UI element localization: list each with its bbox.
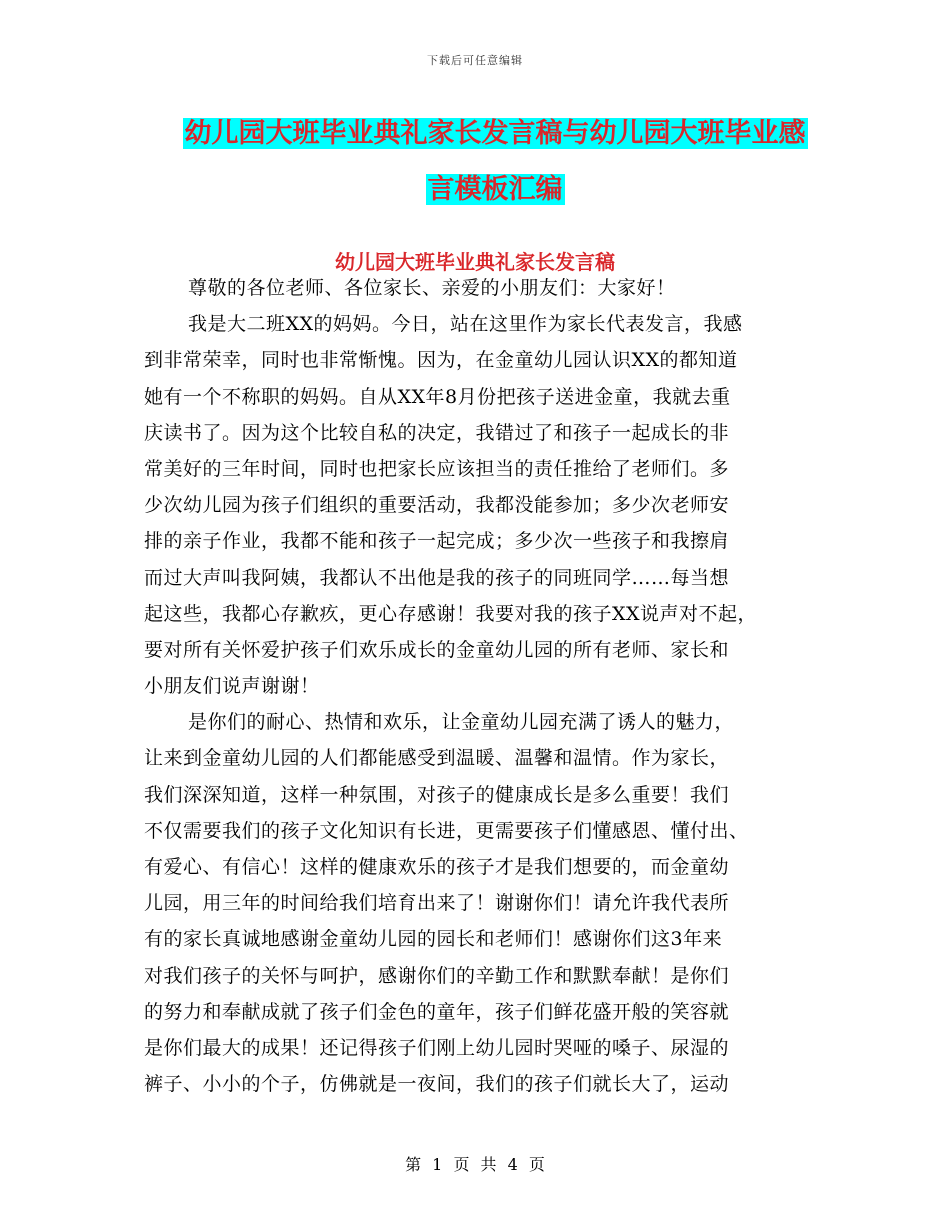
paragraph-line: 我是大二班XX的妈妈。今日，站在这里作为家长代表发言，我感 — [188, 313, 743, 336]
page-header-note: 下载后可任意编辑 — [427, 54, 523, 67]
paragraph-line: 而过大声叫我阿姨，我都认不出他是我的孩子的同班同学……每当想 — [144, 566, 730, 589]
document-title-line-1: 幼儿园大班毕业典礼家长发言稿与幼儿园大班毕业感 — [184, 118, 806, 149]
paragraph-line: 排的亲子作业，我都不能和孩子一起完成；多少次一些孩子和我擦肩 — [144, 530, 730, 553]
paragraph-line: 不仅需要我们的孩子文化知识有长进，更需要孩子们懂感恩、懂付出、 — [144, 819, 749, 842]
paragraph-line: 裤子、小小的个子，仿佛就是一夜间，我们的孩子们就长大了，运动 — [144, 1073, 730, 1096]
paragraph-line: 她有一个不称职的妈妈。自从XX年8月份把孩子送进金童，我就去重 — [144, 385, 731, 408]
page-number-footer: 第 1 页 共 4 页 — [405, 1155, 545, 1174]
paragraph-line: 小朋友们说声谢谢！ — [144, 675, 320, 698]
paragraph-line: 我们深深知道，这样一种氛围，对孩子的健康成长是多么重要！我们 — [144, 783, 730, 806]
document-title — [180, 106, 810, 218]
paragraph-line: 是你们的耐心、热情和欢乐，让金童幼儿园充满了诱人的魅力， — [188, 711, 735, 734]
section-heading: 幼儿园大班毕业典礼家长发言稿 — [335, 250, 615, 274]
paragraph-line: 尊敬的各位老师、各位家长、亲爱的小朋友们：大家好！ — [188, 277, 676, 299]
paragraph-line: 庆读书了。因为这个比较自私的决定，我错过了和孩子一起成长的非 — [144, 421, 730, 444]
paragraph-line: 到非常荣幸，同时也非常惭愧。因为，在金童幼儿园认识XX的都知道 — [144, 349, 738, 372]
paragraph-line: 儿园，用三年的时间给我们培育出来了！谢谢你们！请允许我代表所 — [144, 892, 730, 915]
paragraph-line: 要对所有关怀爱护孩子们欢乐成长的金童幼儿园的所有老师、家长和 — [144, 638, 730, 661]
paragraph-line: 有爱心、有信心！这样的健康欢乐的孩子才是我们想要的，而金童幼 — [144, 856, 730, 878]
paragraph-line: 常美好的三年时间，同时也把家长应该担当的责任推给了老师们。多 — [144, 457, 730, 480]
paragraph-line: 有的家长真诚地感谢金童幼儿园的园长和老师们！感谢你们这3年来 — [144, 928, 723, 951]
document-title-line-2: 言模板汇编 — [427, 174, 563, 205]
paragraph-line: 起这些，我都心存歉疚，更心存感谢！我要对我的孩子XX说声对不起， — [144, 602, 758, 625]
paragraph-line: 对我们孩子的关怀与呵护，感谢你们的辛勤工作和默默奉献！是你们 — [144, 964, 730, 987]
paragraph-line: 少次幼儿园为孩子们组织的重要活动，我都没能参加；多少次老师安 — [144, 494, 730, 517]
paragraph-line: 让来到金童幼儿园的人们都能感受到温暖、温馨和温情。作为家长， — [144, 747, 730, 770]
paragraph-line: 是你们最大的成果！还记得孩子们刚上幼儿园时哭哑的嗓子、尿湿的 — [144, 1036, 730, 1059]
paragraph-line: 的努力和奉献成就了孩子们金色的童年，孩子们鲜花盛开般的笑容就 — [144, 1000, 730, 1023]
body-text — [144, 270, 806, 1102]
